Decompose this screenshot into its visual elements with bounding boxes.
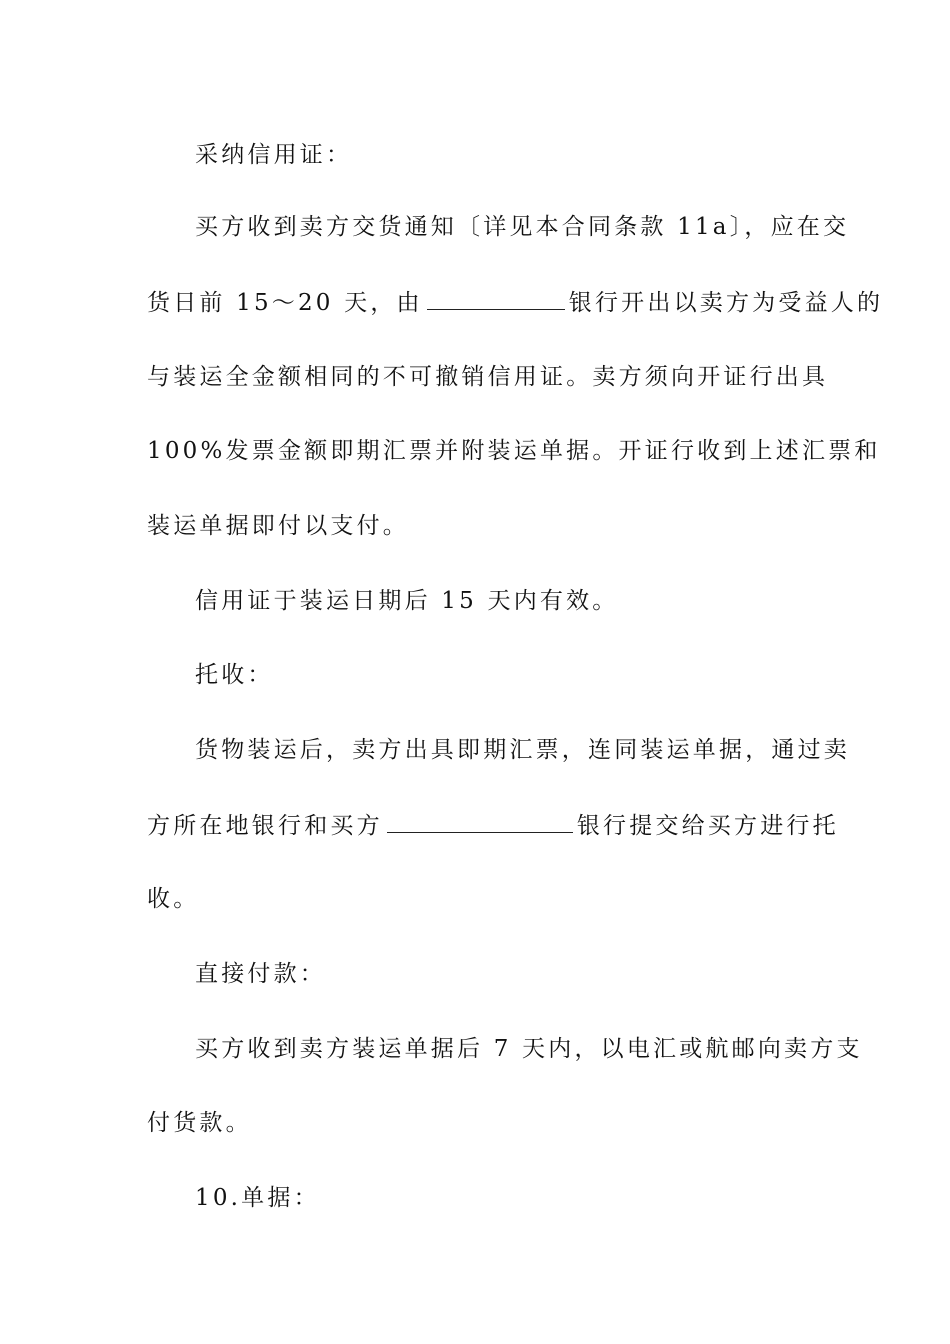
paragraph-text: 银行提交给买方进行托 (576, 813, 839, 839)
heading-text: 托收： (195, 662, 274, 688)
heading-collection (195, 660, 855, 690)
paragraph-line (147, 810, 839, 841)
heading-text: 直接付款： (195, 961, 326, 987)
paragraph-text: 付货款。 (147, 1110, 252, 1136)
paragraph-line (195, 735, 855, 765)
paragraph-line (147, 287, 884, 318)
paragraph-line (195, 1034, 863, 1064)
paragraph-text: 收。 (147, 886, 200, 912)
bank-name-blank (387, 810, 573, 833)
paragraph-line (147, 362, 829, 392)
paragraph-text: 方所在地银行和买方 (147, 813, 383, 839)
paragraph-text: 货日前 15～20 天，由 (147, 290, 423, 316)
paragraph-text: 银行开出以卖方为受益人的 (568, 290, 884, 316)
heading-direct-payment (195, 959, 855, 989)
paragraph-text: 与装运全金额相同的不可撤销信用证。卖方须向开证行出具 (147, 364, 829, 390)
paragraph-line (147, 511, 807, 541)
paragraph-line (147, 436, 881, 466)
heading-letter-of-credit (195, 140, 855, 170)
paragraph-line (147, 1108, 807, 1138)
heading-documents (195, 1183, 855, 1213)
heading-text: 采纳信用证： (195, 142, 353, 168)
paragraph-line (195, 586, 855, 616)
paragraph-line (195, 212, 855, 242)
paragraph-text: 买方收到卖方交货通知〔详见本合同条款 11a〕，应在交 (195, 214, 850, 240)
paragraph-text: 货物装运后，卖方出具即期汇票，连同装运单据，通过卖 (195, 737, 850, 763)
paragraph-text: 买方收到卖方装运单据后 7 天内，以电汇或航邮向卖方支 (195, 1036, 863, 1062)
heading-text: 10.单据： (195, 1185, 320, 1211)
bank-name-blank (427, 287, 565, 310)
paragraph-text: 信用证于装运日期后 15 天内有效。 (195, 588, 619, 614)
paragraph-text: 100%发票金额即期汇票并附装运单据。开证行收到上述汇票和 (147, 438, 881, 464)
paragraph-text: 装运单据即付以支付。 (147, 513, 409, 539)
paragraph-line (147, 884, 807, 914)
